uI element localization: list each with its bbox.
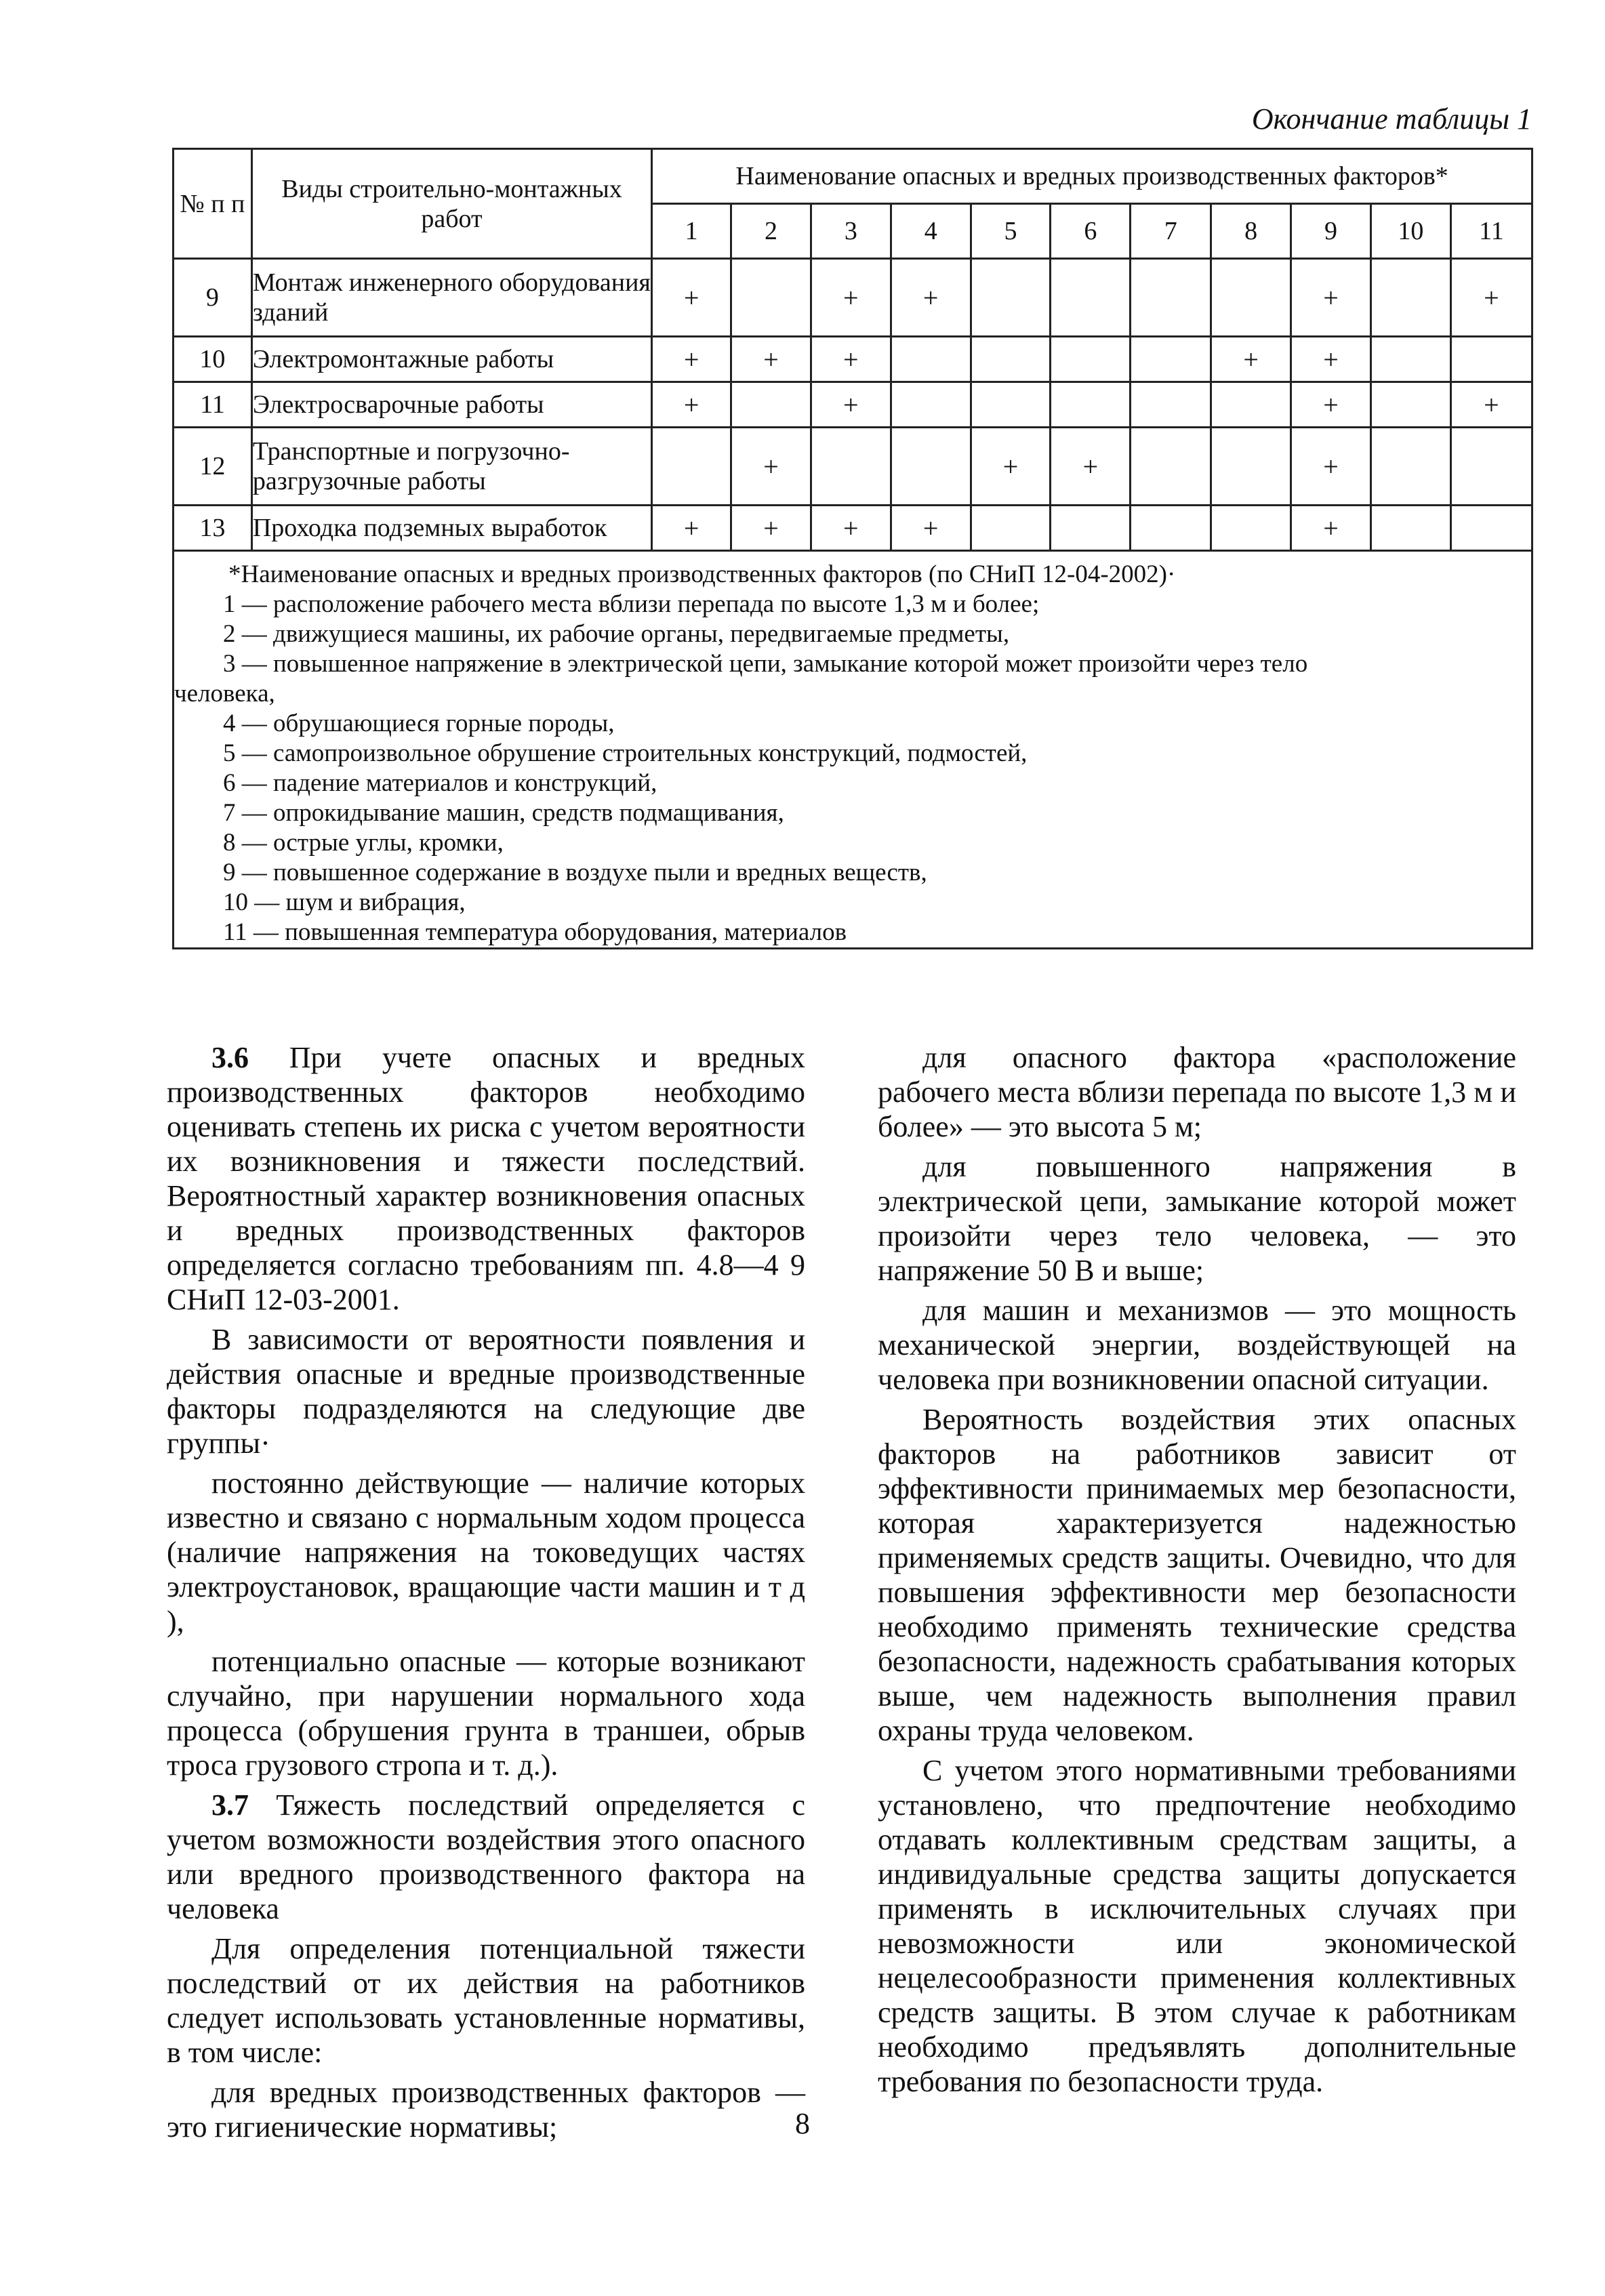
row-number: 12 xyxy=(174,428,252,506)
factor-mark xyxy=(1370,382,1450,428)
header-factors: Наименование опасных и вредных производственных факторов* xyxy=(652,149,1532,204)
factor-mark: + xyxy=(1291,506,1371,551)
factor-mark xyxy=(1370,428,1450,506)
factor-mark: + xyxy=(971,428,1051,506)
column-header: 7 xyxy=(1131,204,1211,259)
factor-mark: + xyxy=(1450,382,1532,428)
factor-mark xyxy=(811,428,891,506)
factors-table xyxy=(172,148,1533,949)
footnote-item-continuation: человека, xyxy=(174,680,275,708)
footnote-item: 2 — движущиеся машины, их рабочие органы, передвигаемые предметы, xyxy=(223,620,1010,648)
factor-mark xyxy=(1131,337,1211,382)
factor-mark xyxy=(1211,428,1291,506)
footnote-item: 5 — самопроизвольное обрушение строительных конструкций, подмостей, xyxy=(223,739,1028,767)
factors-table-container xyxy=(172,148,1533,949)
paragraph xyxy=(167,1040,805,1317)
row-work-name: Электросварочные работы xyxy=(251,382,651,428)
factor-mark: + xyxy=(1291,382,1371,428)
factor-mark xyxy=(1131,506,1211,551)
factor-mark xyxy=(1211,506,1291,551)
column-header: 2 xyxy=(731,204,811,259)
factor-mark xyxy=(971,382,1051,428)
section-number: 3.6 xyxy=(211,1041,249,1074)
column-header: 10 xyxy=(1370,204,1450,259)
factor-mark: + xyxy=(652,382,731,428)
page-number: 8 xyxy=(795,2107,810,2140)
factor-mark: + xyxy=(731,337,811,382)
header-number: № п п xyxy=(174,149,252,259)
footnote-item: 6 — падение материалов и конструкций, xyxy=(223,769,657,797)
factor-mark xyxy=(1450,506,1532,551)
right-text-column xyxy=(878,1040,1516,2104)
factor-mark xyxy=(1370,259,1450,337)
table-row xyxy=(174,506,1532,551)
row-work-name: Проходка подземных выработок xyxy=(251,506,651,551)
header-work-types: Виды строительно-монтажных работ xyxy=(251,149,651,259)
paragraph: Для определения потенциальной тяжести последствий от их действия на работников следует использовать установленные нормативы, в том числе: xyxy=(167,1932,805,2069)
factor-mark xyxy=(1131,259,1211,337)
footnote-item: 8 — острые углы, кромки, xyxy=(223,829,504,857)
column-header: 11 xyxy=(1450,204,1532,259)
column-header: 4 xyxy=(891,204,971,259)
left-text-column xyxy=(167,1040,805,2150)
table-row xyxy=(174,428,1532,506)
paragraph-text: При учете опасных и вредных производственных факторов необходимо оценивать степень их риска с учетом вероятности их возникновения и тяжести последствий. Вероятностный характер возникновения опасных и вредных производственных факторов определяется согласно требованиям пп. 4.8—4 9 СНиП 12-03-2001. xyxy=(167,1041,805,1316)
footnote-item: 7 — опрокидывание машин, средств подмащивания, xyxy=(223,799,784,827)
factor-mark xyxy=(1450,337,1532,382)
factor-mark xyxy=(1211,382,1291,428)
footnote-item: 10 — шум и вибрация, xyxy=(223,888,466,916)
factor-mark: + xyxy=(1051,428,1131,506)
paragraph: В зависимости от вероятности появления и действия опасные и вредные производственные факторы подразделяются на следующие две группы· xyxy=(167,1323,805,1460)
row-work-name: Электромонтажные работы xyxy=(251,337,651,382)
paragraph: для машин и механизмов — это мощность механической энергии, воздействующей на человека при возникновении опасной ситуации. xyxy=(878,1294,1516,1396)
paragraph: Вероятность воздействия этих опасных факторов на работников зависит от эффективности принимаемых мер безопасности, которая характеризуется надежностью применяемых средств защиты. Очевидно, что для повышения эффективности мер безопасности необходимо применять технические средства безопасности, надежность срабатывания которых выше, чем надежность выполнения правил охраны труда человеком. xyxy=(878,1403,1516,1747)
factor-mark: + xyxy=(652,506,731,551)
factor-mark: + xyxy=(891,506,971,551)
factor-mark: + xyxy=(652,259,731,337)
factor-mark: + xyxy=(811,337,891,382)
table-footnote xyxy=(174,551,1532,949)
footnote-item: 11 — повышенная температура оборудования, материалов xyxy=(223,918,847,946)
factor-mark xyxy=(891,428,971,506)
table-continuation-caption: Окончание таблицы 1 xyxy=(1251,102,1532,136)
factor-mark: + xyxy=(731,506,811,551)
factor-mark xyxy=(1131,428,1211,506)
factor-mark: + xyxy=(891,259,971,337)
factor-mark: + xyxy=(1291,337,1371,382)
factor-mark xyxy=(1051,337,1131,382)
factor-mark xyxy=(971,259,1051,337)
factor-mark xyxy=(1370,506,1450,551)
factor-mark xyxy=(1051,506,1131,551)
paragraph xyxy=(167,1788,805,1926)
factor-mark xyxy=(1370,337,1450,382)
footnote-item: 9 — повышенное содержание в воздухе пыли и вредных веществ, xyxy=(223,859,927,886)
footnote-item: 3 — повышенное напряжение в электрической цепи, замыкание которой может произойти через тело xyxy=(223,650,1308,678)
factor-mark xyxy=(1450,428,1532,506)
paragraph: потенциально опасные — которые возникают случайно, при нарушении нормального хода процесса (обрушения грунта в траншеи, обрыв троса грузового стропа и т. д.). xyxy=(167,1645,805,1782)
paragraph: для опасного фактора «расположение рабочего места вблизи перепада по высоте 1,3 м и более» — это высота 5 м; xyxy=(878,1041,1516,1143)
factor-mark xyxy=(891,337,971,382)
table-row xyxy=(174,259,1532,337)
factor-mark xyxy=(1051,382,1131,428)
factor-mark xyxy=(971,506,1051,551)
row-number: 9 xyxy=(174,259,252,337)
factor-mark: + xyxy=(811,382,891,428)
factor-mark: + xyxy=(731,428,811,506)
table-row xyxy=(174,337,1532,382)
footnote-item: 4 — обрушающиеся горные породы, xyxy=(223,710,615,737)
section-number: 3.7 xyxy=(211,1788,249,1822)
factor-mark xyxy=(731,382,811,428)
row-number: 10 xyxy=(174,337,252,382)
factor-mark xyxy=(971,337,1051,382)
footnote-heading: *Наименование опасных и вредных производственных факторов (по СНиП 12-04-2002)· xyxy=(228,560,1176,588)
column-header: 1 xyxy=(652,204,731,259)
column-header: 9 xyxy=(1291,204,1371,259)
factor-mark xyxy=(652,428,731,506)
column-header: 8 xyxy=(1211,204,1291,259)
factor-mark xyxy=(731,259,811,337)
paragraph: С учетом этого нормативными требованиями установлено, что предпочтение необходимо отдавать коллективным средствам защиты, а индивидуальные средства защиты допускается применять в исключительных случаях при невозможности или экономической нецелесообразности применения коллективных средств защиты. В этом случае к работникам необходимо предъявлять дополнительные требования по безопасности труда. xyxy=(878,1754,1516,2098)
paragraph: для вредных производственных факторов — это гигиенические нормативы; xyxy=(167,2076,805,2144)
row-work-name: Транспортные и погрузочно-разгрузочные работы xyxy=(251,428,651,506)
column-header: 5 xyxy=(971,204,1051,259)
row-number: 13 xyxy=(174,506,252,551)
table-row xyxy=(174,382,1532,428)
footnote-item: 1 — расположение рабочего места вблизи перепада по высоте 1,3 м и более; xyxy=(223,590,1040,618)
table-notes-row xyxy=(174,551,1532,949)
column-header: 6 xyxy=(1051,204,1131,259)
paragraph: для повышенного напряжения в электрической цепи, замыкание которой может произойти через тело человека, — это напряжение 50 В и выше; xyxy=(878,1150,1516,1287)
factor-mark xyxy=(1211,259,1291,337)
paragraph-text: Тяжесть последствий определяется с учетом возможности воздействия этого опасного или вредного производственного фактора на человека xyxy=(167,1788,805,1925)
column-header: 3 xyxy=(811,204,891,259)
factor-mark: + xyxy=(1211,337,1291,382)
factor-mark: + xyxy=(1291,428,1371,506)
factor-mark xyxy=(1051,259,1131,337)
factor-mark: + xyxy=(811,259,891,337)
factor-mark: + xyxy=(1450,259,1532,337)
paragraph: постоянно действующие — наличие которых известно и связано с нормальным ходом процесса (наличие напряжения на токоведущих частях электроустановок, вращающие части машин и т д ), xyxy=(167,1467,805,1638)
factor-mark xyxy=(1131,382,1211,428)
factor-mark: + xyxy=(652,337,731,382)
factor-mark xyxy=(891,382,971,428)
row-work-name: Монтаж инженерного оборудования зданий xyxy=(251,259,651,337)
row-number: 11 xyxy=(174,382,252,428)
factor-mark: + xyxy=(811,506,891,551)
factor-mark: + xyxy=(1291,259,1371,337)
